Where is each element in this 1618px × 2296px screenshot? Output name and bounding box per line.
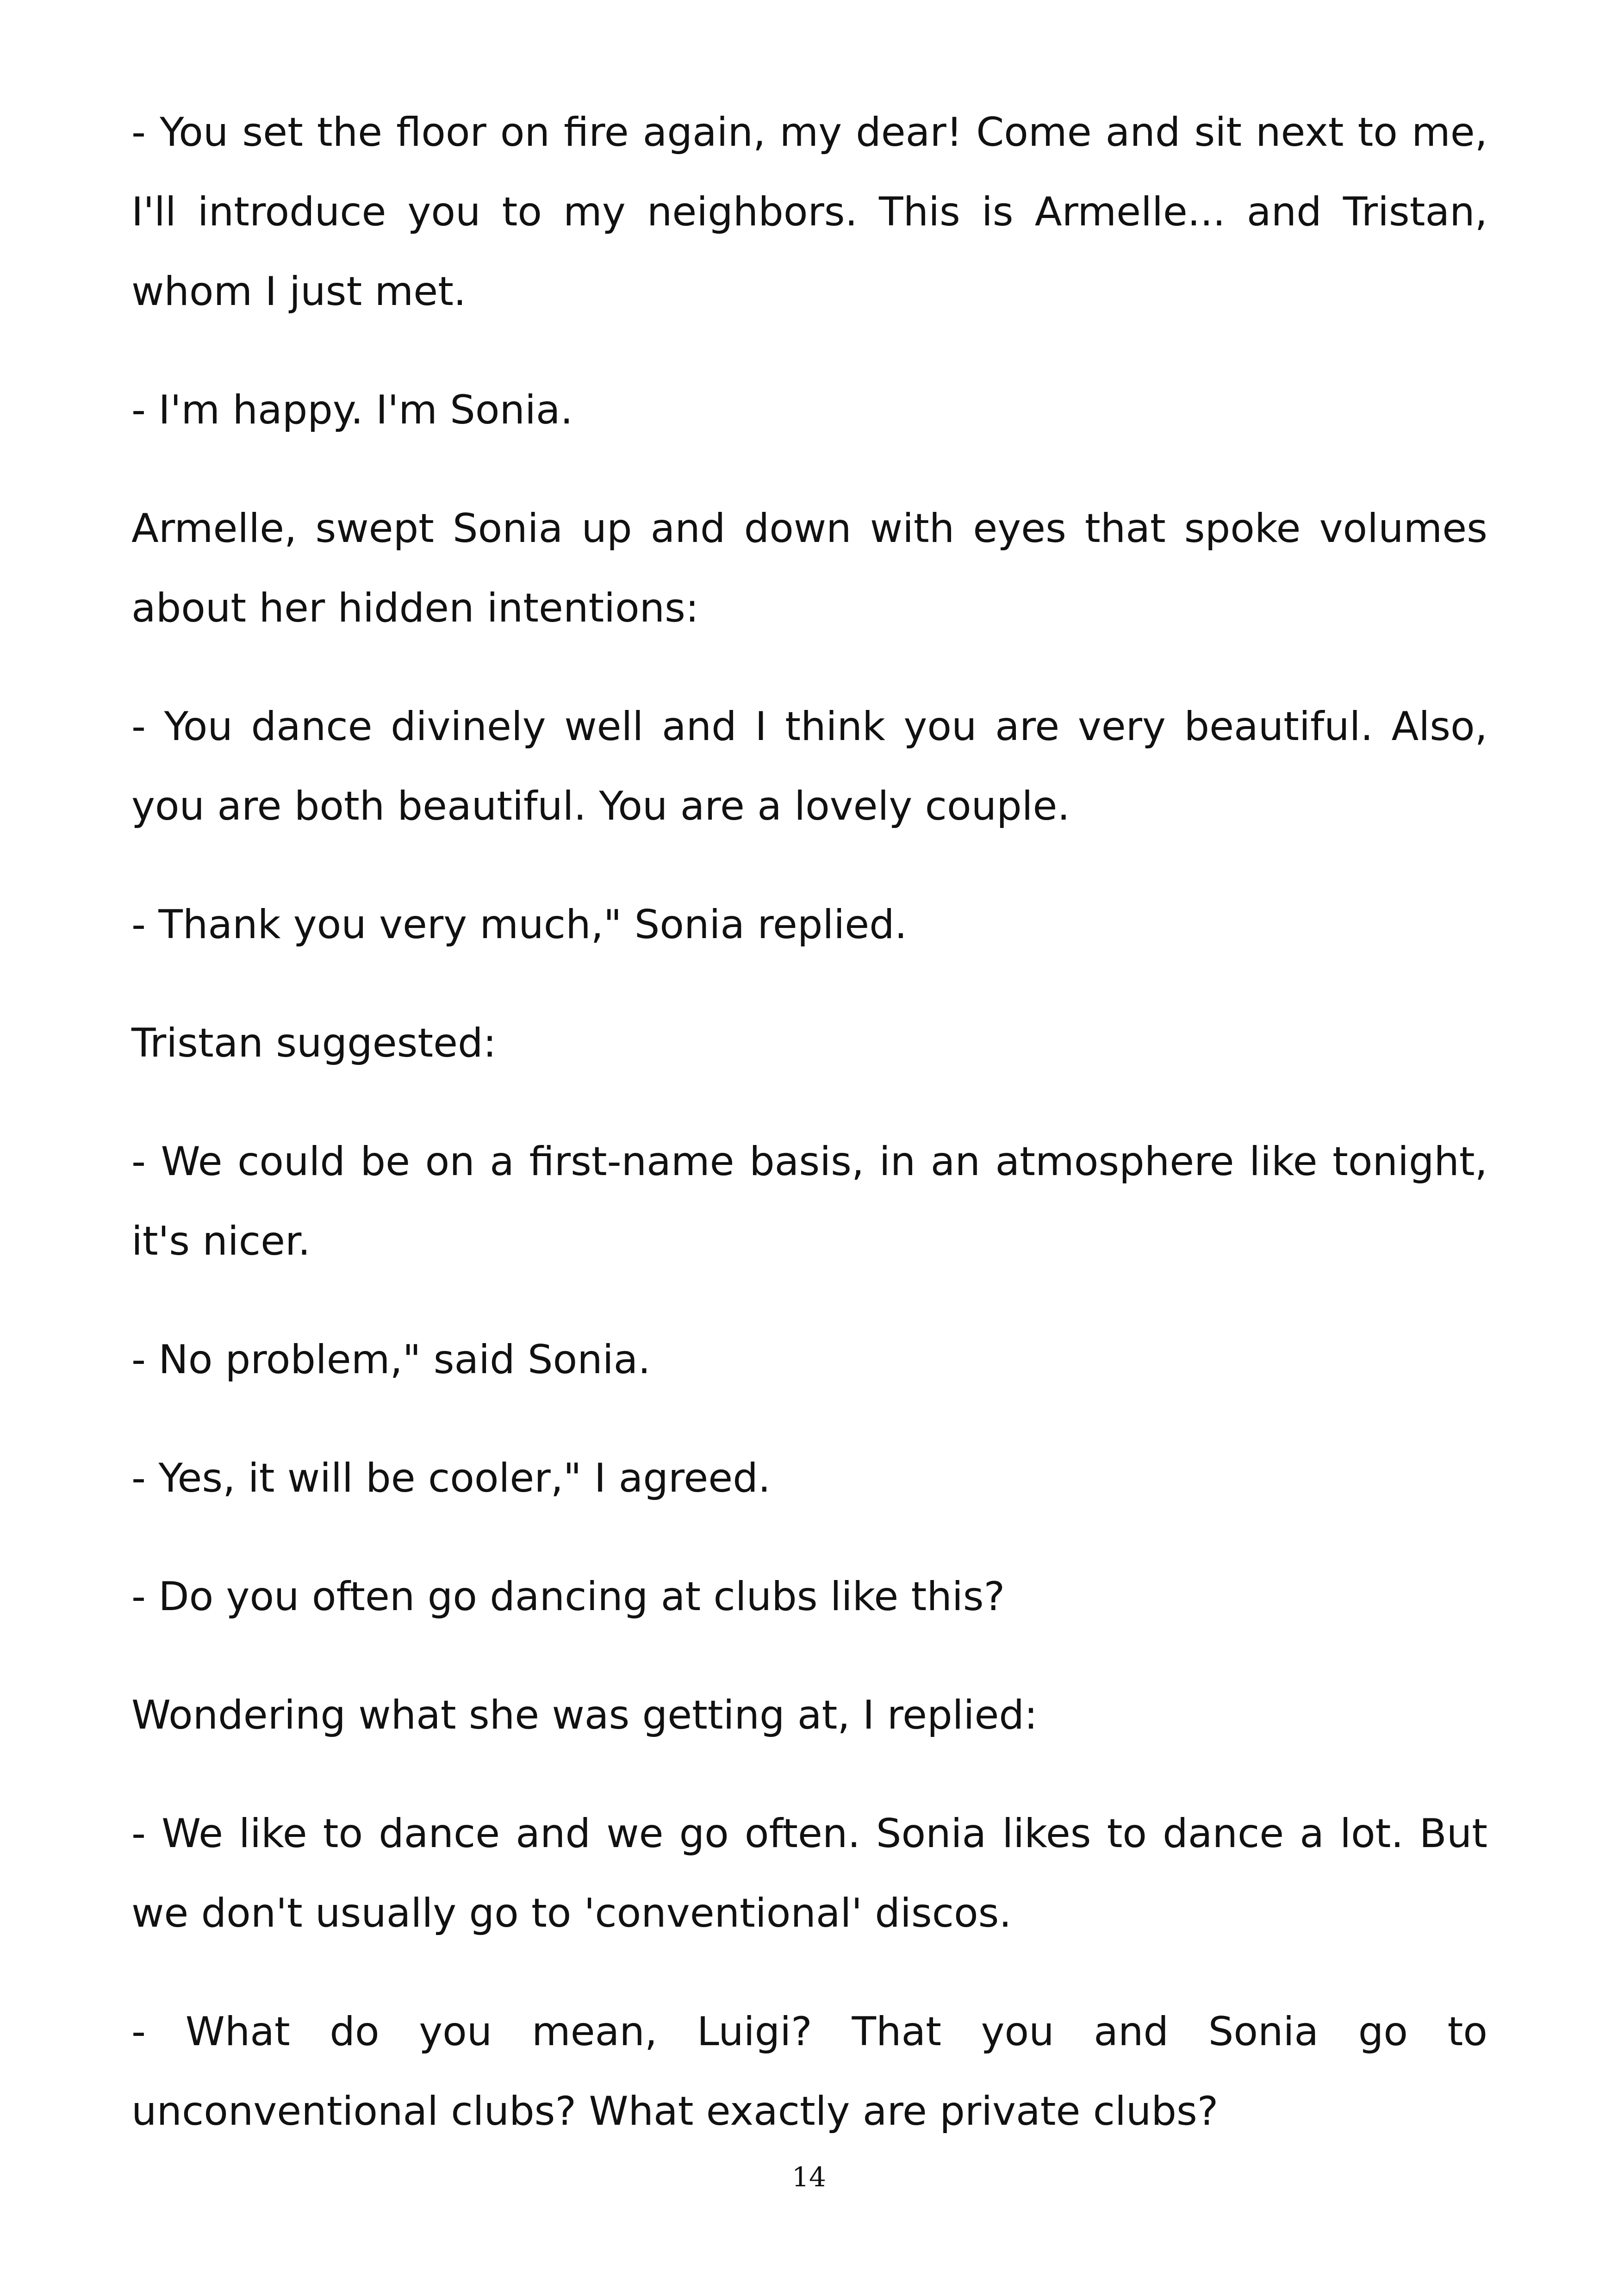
paragraph-4: - You dance divinely well and I think you are very beautiful. Also, you are both beautiful. You are a lovely couple.	[131, 703, 1487, 829]
paragraph-7: - We could be on a first-name basis, in an atmosphere like tonight, it's nicer.	[131, 1139, 1487, 1264]
paragraph-3: Armelle, swept Sonia up and down with eyes that spoke volumes about her hidden intentions:	[131, 505, 1487, 631]
paragraph-12: - We like to dance and we go often. Sonia likes to dance a lot. But we don't usually go to 'conventional' discos.	[131, 1811, 1487, 1936]
paragraph-11: Wondering what she was getting at, I replied:	[131, 1692, 1038, 1738]
paragraph-9: - Yes, it will be cooler," I agreed.	[131, 1455, 771, 1501]
page-number: 14	[792, 2161, 826, 2193]
paragraph-10: - Do you often go dancing at clubs like this?	[131, 1574, 1005, 1620]
paragraph-5: - Thank you very much," Sonia replied.	[131, 902, 908, 948]
paragraph-13: - What do you mean, Luigi? That you and Sonia go to unconventional clubs? What exactly are private clubs?	[131, 2009, 1487, 2134]
paragraph-2: - I'm happy. I'm Sonia.	[131, 387, 573, 433]
paragraph-8: - No problem," said Sonia.	[131, 1337, 651, 1383]
paragraph-1: - You set the floor on fire again, my dear! Come and sit next to me, I'll introduce you to my neighbors. This is Armelle... and Tristan, whom I just met.	[131, 109, 1487, 315]
body-text	[131, 93, 1487, 2190]
paragraph-6: Tristan suggested:	[131, 1020, 497, 1066]
